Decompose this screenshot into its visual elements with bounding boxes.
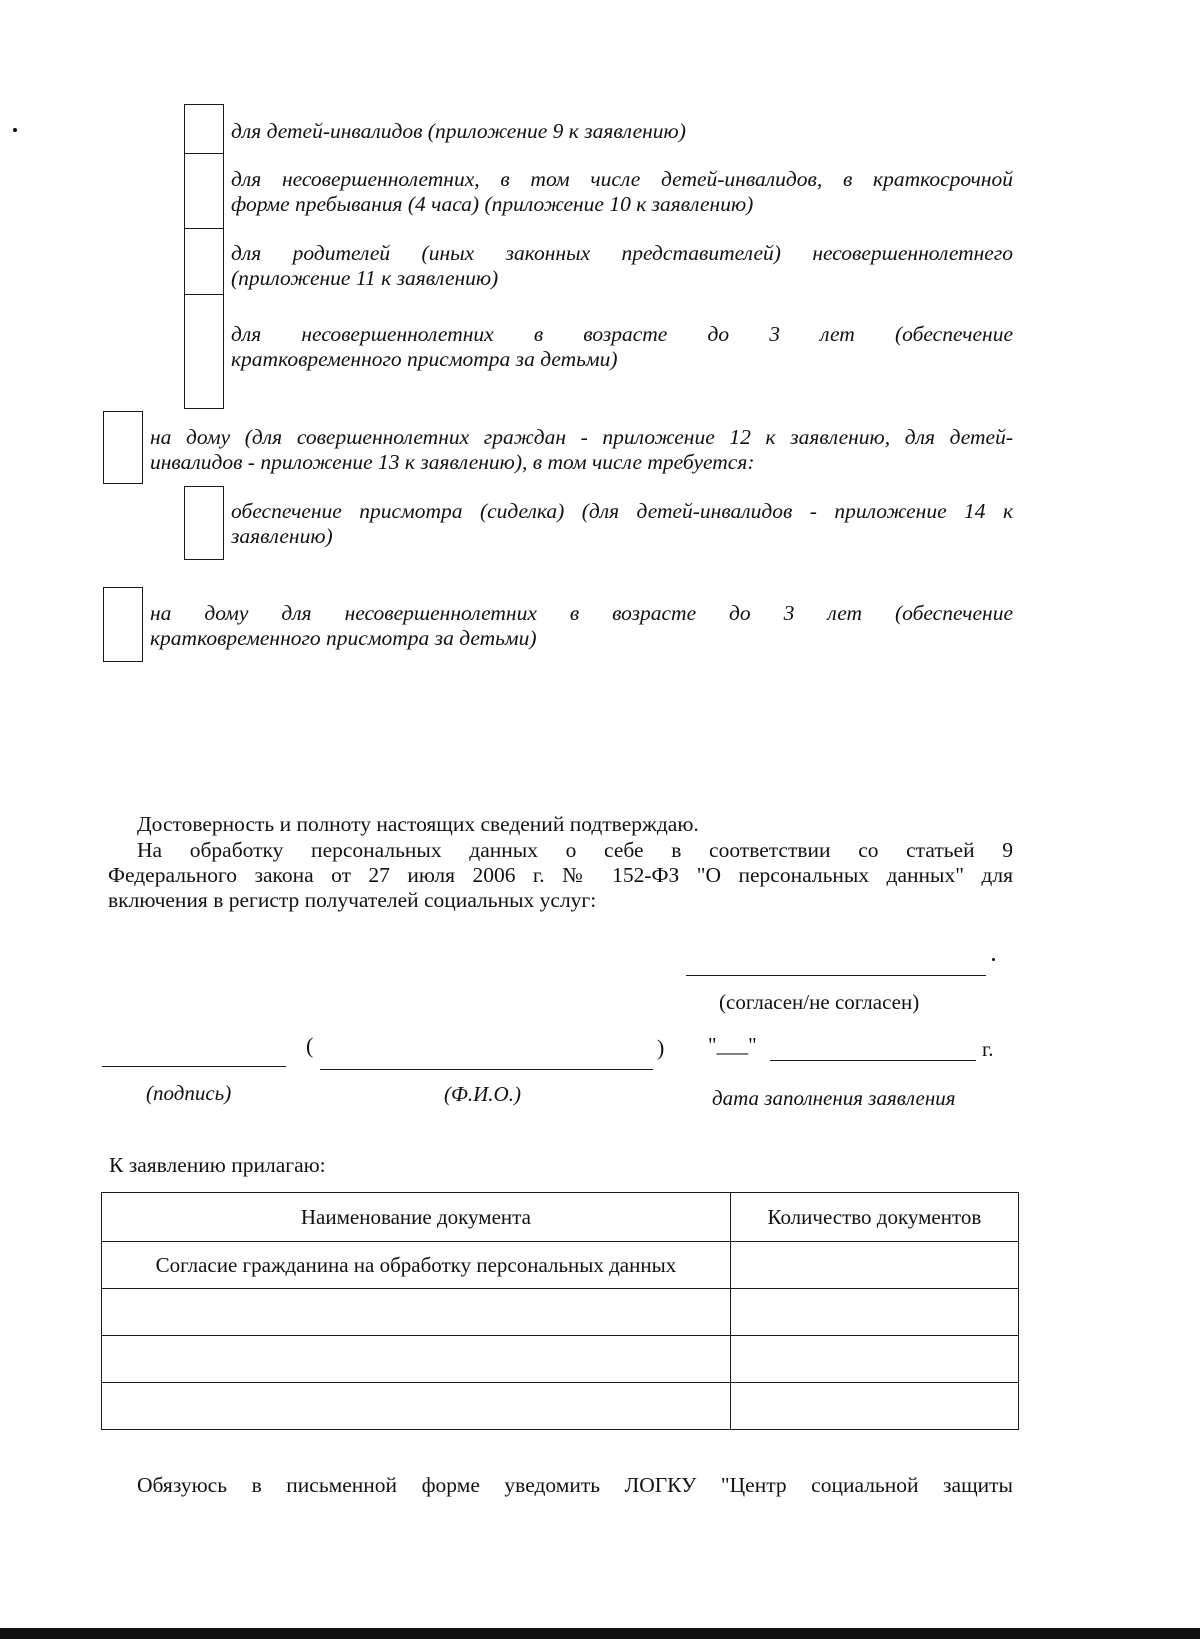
col-header-document-name: Наименование документа xyxy=(102,1193,731,1242)
confirm-statement: Достоверность и полноту настоящих сведений подтверждаю. xyxy=(137,812,699,836)
agree-dot xyxy=(992,958,995,961)
consent-paragraph xyxy=(108,838,1013,913)
table-row xyxy=(102,1242,1019,1289)
obligation-statement xyxy=(137,1473,1013,1498)
open-paren: ( xyxy=(306,1033,314,1058)
signature-line[interactable] xyxy=(102,1066,286,1067)
agree-caption: (согласен/не согласен) xyxy=(719,990,920,1014)
obligation-line: Обязуюсь в письменной форме уведомить ЛОГКУ "Центр социальной защиты xyxy=(137,1473,1013,1497)
checkbox-home-service[interactable] xyxy=(103,411,143,484)
table-row xyxy=(102,1336,1019,1383)
cell-document-count[interactable] xyxy=(730,1242,1018,1289)
option-minors-under-3-line1: для несовершеннолетних в возрасте до 3 лет (обеспечение xyxy=(231,322,1013,346)
option-minors-short-stay-line1: для несовершеннолетних, в том числе детей-инвалидов, в краткосрочной xyxy=(231,167,1013,191)
option-home-service-line2: инвалидов - приложение 13 к заявлению), в том числе требуется: xyxy=(150,450,755,474)
name-caption: (Ф.И.О.) xyxy=(444,1082,521,1106)
table-row xyxy=(102,1289,1019,1336)
checkbox-disabled-children[interactable] xyxy=(184,104,224,154)
year-suffix: г. xyxy=(982,1037,994,1061)
attachments-header-row xyxy=(102,1193,1019,1242)
attachments-table xyxy=(101,1192,1019,1430)
cell-document-name[interactable] xyxy=(102,1289,731,1336)
date-caption: дата заполнения заявления xyxy=(712,1086,956,1110)
option-caregiver-line1: обеспечение присмотра (сиделка) (для детей-инвалидов - приложение 14 к xyxy=(231,499,1013,523)
col-header-document-count: Количество документов xyxy=(730,1193,1018,1242)
table-row xyxy=(102,1383,1019,1430)
close-paren: ) xyxy=(657,1035,665,1060)
scan-edge-bar xyxy=(0,1628,1200,1639)
checkbox-minors-short-stay[interactable] xyxy=(184,153,224,229)
option-parents xyxy=(231,241,1013,291)
option-minors-short-stay-line2: форме пребывания (4 часа) (приложение 10 к заявлению) xyxy=(231,192,754,216)
cell-document-name[interactable]: Согласие гражданина на обработку персональных данных xyxy=(102,1242,731,1289)
date-day-quotes: "___" xyxy=(708,1033,757,1057)
consent-line3: включения в регистр получателей социальных услуг: xyxy=(108,888,597,912)
option-disabled-children-text: для детей-инвалидов (приложение 9 к заявлению) xyxy=(231,119,686,143)
option-caregiver xyxy=(231,499,1013,549)
cell-document-count[interactable] xyxy=(730,1383,1018,1430)
checkbox-minors-under-3[interactable] xyxy=(184,294,224,409)
option-home-service xyxy=(150,425,1013,475)
option-minors-under-3-line2: кратковременного присмотра за детьми) xyxy=(231,347,618,371)
option-minors-under-3 xyxy=(231,322,1013,372)
consent-line2: Федерального закона от 27 июля 2006 г. № 152-ФЗ "О персональных данных" для xyxy=(108,863,1013,887)
attachments-heading: К заявлению прилагаю: xyxy=(109,1153,326,1177)
option-home-service-line1: на дому (для совершеннолетних граждан - приложение 12 к заявлению, для детей- xyxy=(150,425,1013,449)
option-disabled-children xyxy=(231,119,1013,144)
option-parents-line1: для родителей (иных законных представителей) несовершеннолетнего xyxy=(231,241,1013,265)
consent-line1: На обработку персональных данных о себе в соответствии со статьей 9 xyxy=(137,838,1013,862)
cell-document-count[interactable] xyxy=(730,1336,1018,1383)
option-home-under-3-line2: кратковременного присмотра за детьми) xyxy=(150,626,537,650)
full-name-line[interactable] xyxy=(320,1069,653,1070)
checkbox-caregiver[interactable] xyxy=(184,486,224,560)
cell-document-name[interactable] xyxy=(102,1383,731,1430)
checkbox-home-under-3[interactable] xyxy=(103,587,143,662)
option-home-under-3-line1: на дому для несовершеннолетних в возрасте до 3 лет (обеспечение xyxy=(150,601,1013,625)
agree-input-line[interactable] xyxy=(686,975,986,976)
scan-dot xyxy=(13,128,17,132)
option-parents-line2: (приложение 11 к заявлению) xyxy=(231,266,499,290)
checkbox-parents[interactable] xyxy=(184,228,224,295)
option-caregiver-line2: заявлению) xyxy=(231,524,333,548)
date-month-line[interactable] xyxy=(770,1060,976,1061)
option-home-under-3 xyxy=(150,601,1013,651)
option-minors-short-stay xyxy=(231,167,1013,217)
cell-document-name[interactable] xyxy=(102,1336,731,1383)
cell-document-count[interactable] xyxy=(730,1289,1018,1336)
signature-caption: (подпись) xyxy=(146,1081,232,1105)
